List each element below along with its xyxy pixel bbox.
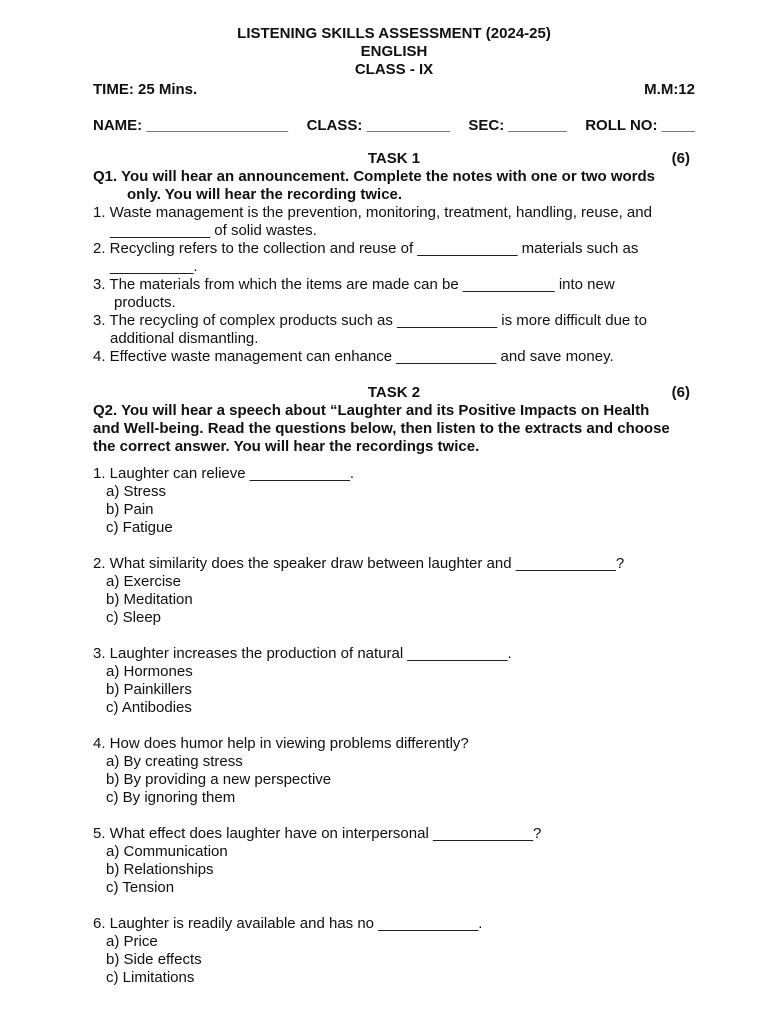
q2-instruction-line-3: the correct answer. You will hear the recordings twice.: [93, 438, 480, 455]
task-2-heading: [93, 384, 695, 402]
option-a: a) By creating stress: [106, 753, 243, 770]
task-2-marks: (6): [671, 384, 690, 401]
task-1-title: TASK 1: [367, 150, 421, 167]
option-b: b) Relationships: [106, 861, 214, 878]
item-line: 2. Recycling refers to the collection and reuse of ____________ materials such as: [93, 240, 639, 257]
q1-instruction-line-2: only. You will hear the recording twice.: [127, 186, 403, 203]
option-a: a) Stress: [106, 483, 167, 500]
q2-instruction: [93, 402, 695, 456]
item-line: 3. The materials from which the items are made can be ___________ into new: [93, 276, 615, 293]
question-text: 4. How does humor help in viewing problems differently?: [93, 735, 469, 752]
mcq-question: [93, 915, 695, 987]
item-continuation: ____________ of solid wastes.: [110, 222, 317, 239]
mcq-question: [93, 465, 695, 537]
item-continuation: __________.: [110, 258, 198, 275]
item-continuation: products.: [114, 294, 176, 311]
task-1-item: [93, 240, 695, 276]
item-continuation: additional dismantling.: [110, 330, 259, 347]
option-a: a) Price: [106, 933, 158, 950]
option-a: a) Communication: [106, 843, 228, 860]
subject-title: ENGLISH: [360, 43, 428, 60]
task-1-item: [93, 312, 695, 348]
option-c: c) Fatigue: [106, 519, 173, 536]
option-c: c) Tension: [106, 879, 175, 896]
class-title: CLASS - IX: [354, 61, 434, 78]
assessment-page: [93, 25, 695, 1005]
item-line: 1. Waste management is the prevention, monitoring, treatment, handling, reuse, and: [93, 204, 652, 221]
roll-number-field: ROLL NO: ____: [585, 117, 695, 134]
item-line: 3. The recycling of complex products such as ____________ is more difficult due to: [93, 312, 647, 329]
question-text: 5. What effect does laughter have on interpersonal ____________?: [93, 825, 542, 842]
time-label: TIME: 25 Mins.: [93, 81, 198, 98]
task-1-section: [93, 150, 695, 366]
task-1-item: [93, 276, 695, 312]
assessment-title: LISTENING SKILLS ASSESSMENT (2024-25): [237, 25, 551, 42]
option-b: b) By providing a new perspective: [106, 771, 332, 788]
max-marks-label: M.M:12: [644, 81, 695, 98]
option-c: c) Sleep: [106, 609, 162, 626]
option-b: b) Meditation: [106, 591, 193, 608]
question-text: 1. Laughter can relieve ____________.: [93, 465, 355, 482]
question-text: 3. Laughter increases the production of natural ____________.: [93, 645, 512, 662]
question-text: 2. What similarity does the speaker draw between laughter and ____________?: [93, 555, 625, 572]
mcq-question: [93, 825, 695, 897]
option-b: b) Painkillers: [106, 681, 192, 698]
task-2-section: [93, 384, 695, 987]
task-1-item: [93, 348, 695, 366]
student-details-row: [93, 117, 695, 135]
time-marks-row: [93, 81, 695, 99]
option-c: c) By ignoring them: [106, 789, 236, 806]
mcq-question: [93, 645, 695, 717]
question-text: 6. Laughter is readily available and has no ____________.: [93, 915, 483, 932]
header-block: [93, 25, 695, 79]
task-2-title: TASK 2: [367, 384, 421, 401]
class-field: CLASS: __________: [306, 117, 450, 134]
q1-instruction-line-1: Q1. You will hear an announcement. Complete the notes with one or two words: [93, 168, 656, 185]
option-a: a) Exercise: [106, 573, 182, 590]
option-b: b) Pain: [106, 501, 154, 518]
q2-instruction-line-1: Q2. You will hear a speech about “Laughter and its Positive Impacts on Health: [93, 402, 650, 419]
option-b: b) Side effects: [106, 951, 202, 968]
mcq-question: [93, 735, 695, 807]
name-field: NAME: _________________: [93, 117, 289, 134]
task-1-heading: [93, 150, 695, 168]
mcq-question: [93, 555, 695, 627]
section-field: SEC: _______: [468, 117, 567, 134]
q2-instruction-line-2: and Well-being. Read the questions below, then listen to the extracts and choose: [93, 420, 670, 437]
option-c: c) Antibodies: [106, 699, 192, 716]
option-a: a) Hormones: [106, 663, 193, 680]
task-1-marks: (6): [671, 150, 690, 167]
task-1-item: [93, 204, 695, 240]
option-c: c) Limitations: [106, 969, 195, 986]
item-line: 4. Effective waste management can enhance ____________ and save money.: [93, 348, 614, 365]
